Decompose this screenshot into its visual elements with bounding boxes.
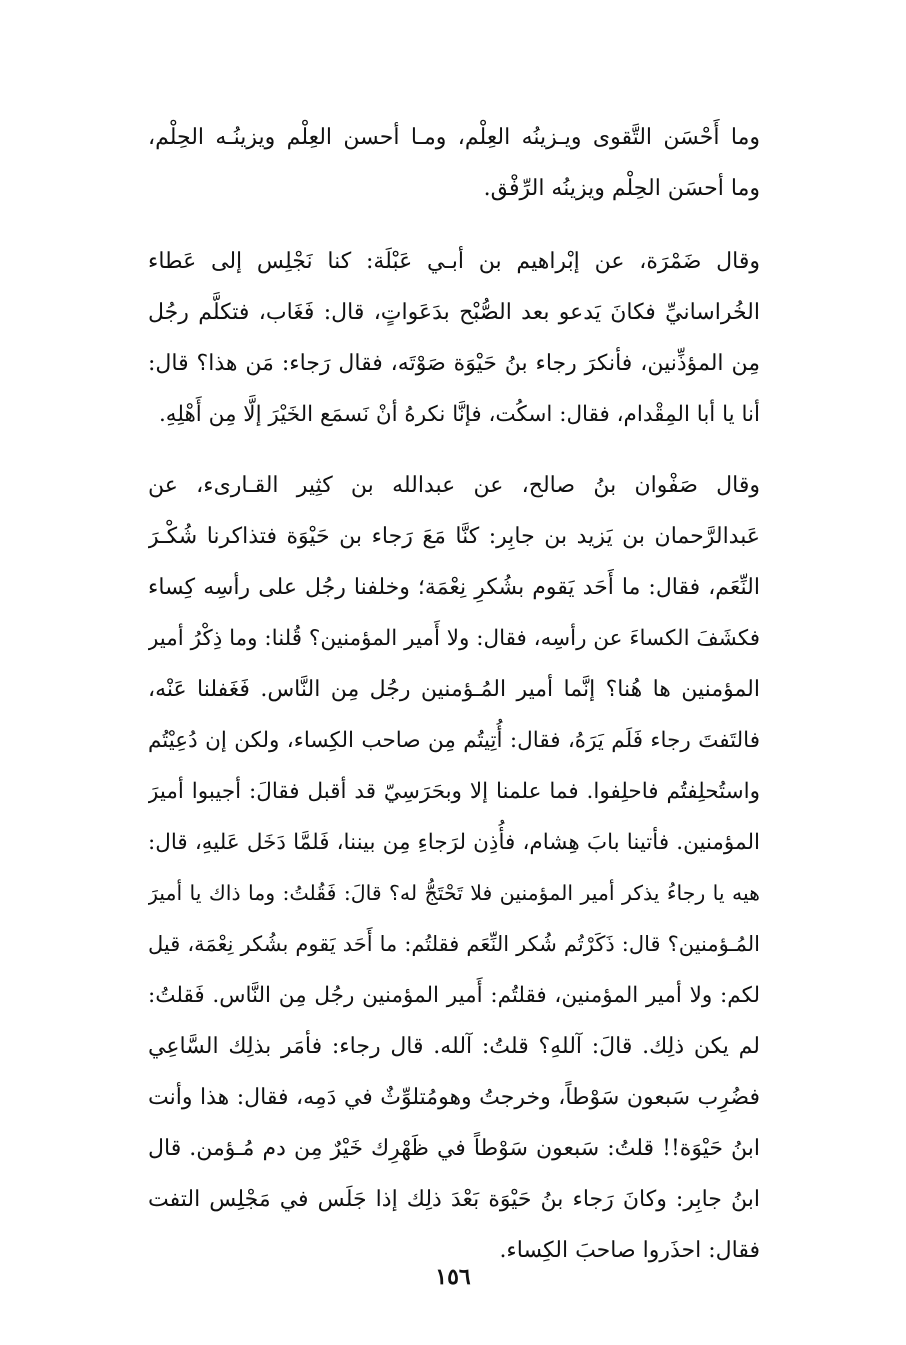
text-line: المؤمنين. فأتينا بابَ هِشام، فأُذِن لرَجاءِ مِن بيننا، فَلمَّا دَخَل عَليهِ، قال: xyxy=(148,830,760,855)
text-line: هيه يا رجاءُ يذكر أمير المؤمنين فلا تَحْتَجُّ له؟ قالَ: فَقُلتُ: وما ذاك يا أميرَ xyxy=(148,881,760,905)
text-line: ابنُ جابِر: وكانَ رَجاء بنُ حَيْوَة بَعْدَ ذلِك إذا جَلَس في مَجْلِس التفت xyxy=(148,1187,760,1212)
text-line: الخُراسانيِّ فكانَ يَدعو بعد الصُّبْح بدَعَواتٍ، قال: فَغَاب، فتكلَّم رجُل xyxy=(148,300,760,325)
text-line: المؤمنين ها هُنا؟ إنَّما أمير المُـؤمنين رجُل مِن النَّاس. فَغَفلنا عَنْه، xyxy=(148,677,760,702)
paragraph-2 xyxy=(148,236,760,440)
text-line: وما أَحْسَن التَّقوى ويـزينُه العِلْم، ومـا أحسن العِلْم ويزينُـه الحِلْم، xyxy=(148,125,760,150)
paragraph-1 xyxy=(148,112,760,214)
text-line: فكشَفَ الكساءَ عن رأسِه، فقال: ولا أَمير المؤمنين؟ قُلنا: وما ذِكْرُ أمير xyxy=(148,626,760,651)
text-line: مِن المؤذِّنين، فأنكرَ رجاء بنُ حَيْوَة صَوْتَه، فقال رَجاء: مَن هذا؟ قال: xyxy=(148,351,760,376)
page-number: ١٥٦ xyxy=(435,1264,471,1290)
text-line: فقال: احذَروا صاحبَ الكِساء. xyxy=(499,1238,760,1263)
text-line: المُـؤمنين؟ قال: ذَكَرْتُم شُكر النِّعَم فقلتُم: ما أَحَد يَقوم بشُكر نِعْمَة، قيل xyxy=(148,932,760,956)
text-line: وقال ضَمْرَة، عن إبْراهيم بن أبـي عَبْلَة: كنا نَجْلِس إلى عَطاء xyxy=(148,249,760,274)
text-line: النِّعَم، فقال: ما أَحَد يَقوم بشُكرِ نِعْمَة؛ وخلفنا رجُل على رأسِه كِساء xyxy=(148,575,760,600)
text-line: لم يكن ذلِك. قالَ: آللهِ؟ قلتُ: آلله. قال رجاء: فأمَر بذلِك السَّاعِي xyxy=(148,1034,760,1059)
text-line: فالتَفتَ رجاء فَلَم يَرَهُ، فقال: أُتِيتُم مِن صاحب الكِساء، ولكن إن دُعِيْتُم xyxy=(148,728,760,753)
text-line: لكم: ولا أمير المؤمنين، فقلتُم: أَمير المؤمنين رجُل مِن النَّاس. فَقلتُ: xyxy=(148,983,760,1008)
paragraph-3 xyxy=(148,460,760,1276)
text-line: أنا يا أبا المِقْدام، فقال: اسكُت، فإنَّا نكرهُ أنْ نَسمَع الخَيْرَ إلَّا مِن أَهْلِهِ. xyxy=(158,402,760,427)
text-line: ابنُ حَيْوَة!! قلتُ: سَبعون سَوْطاً في ظَهْرِك خَيْرٌ مِن دم مُـؤمن. قال xyxy=(148,1136,760,1161)
text-line: واستُحلِفتُم فاحلِفوا. فما علمنا إلا وبحَرَسِيّ قد أقبل فقالَ: أجيبوا أميرَ xyxy=(148,779,760,804)
text-line: عَبدالرَّحمان بن يَزيد بن جابِر: كنَّا مَعَ رَجاء بن حَيْوَة فتذاكرنا شُكْـرَ xyxy=(148,524,760,549)
text-line: وما أحسَن الحِلْم ويزينُه الرِّفْق. xyxy=(483,176,760,201)
text-line: فضُرِب سَبعون سَوْطاً، وخرجتُ وهومُتلوِّثٌ في دَمِه، فقال: هذا وأنت xyxy=(148,1085,760,1110)
text-line: وقال صَفْوان بنُ صالح، عن عبدالله بن كثِير القـارىء، عن xyxy=(148,473,760,498)
